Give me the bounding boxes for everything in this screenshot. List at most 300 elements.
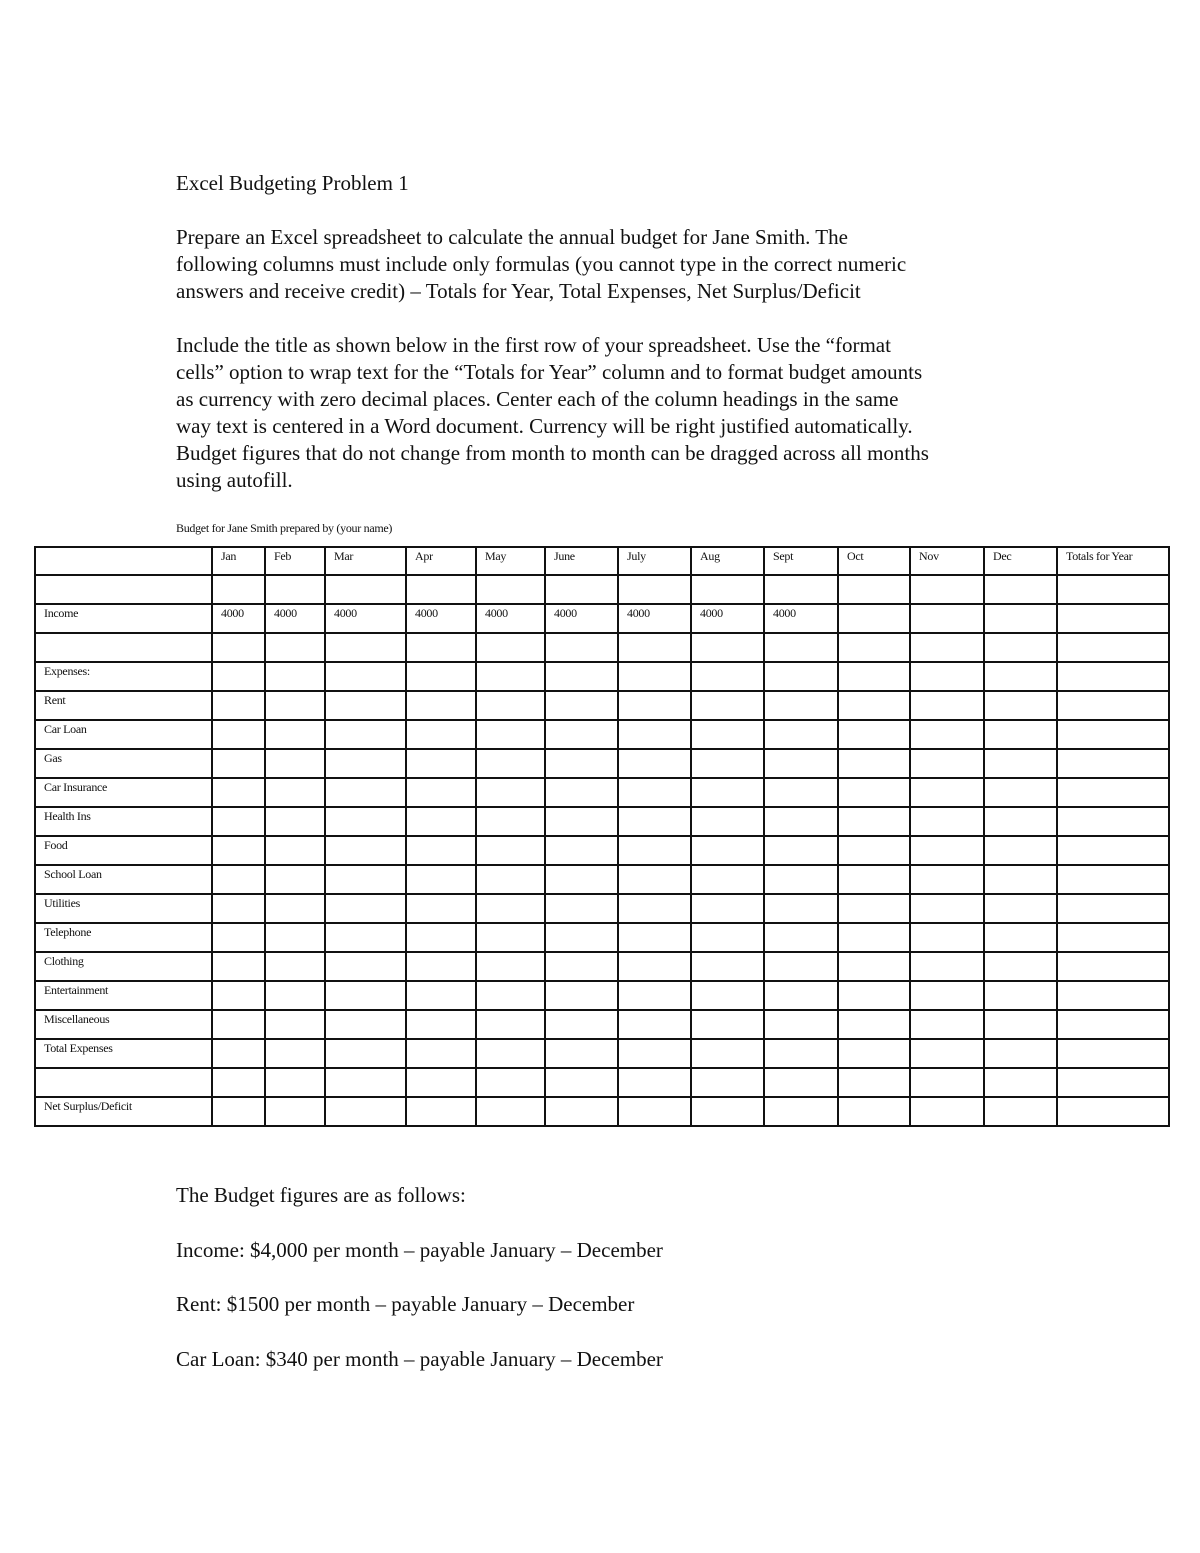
table-cell — [984, 1039, 1057, 1068]
table-cell — [691, 691, 764, 720]
row-label-cell: Miscellaneous — [35, 1010, 212, 1039]
table-cell — [1057, 865, 1169, 894]
table-cell — [618, 1039, 691, 1068]
table-cell — [618, 952, 691, 981]
table-cell — [476, 981, 545, 1010]
table-cell — [984, 633, 1057, 662]
table-cell: 4000 — [265, 604, 325, 633]
table-cell — [406, 778, 476, 807]
table-cell — [838, 981, 910, 1010]
table-cell — [406, 1010, 476, 1039]
table-cell — [212, 952, 265, 981]
row-label-cell: Income — [35, 604, 212, 633]
table-cell — [325, 575, 406, 604]
paragraph-line: as currency with zero decimal places. Center each of the column headings in the same — [176, 387, 899, 411]
table-cell — [1057, 720, 1169, 749]
table-cell — [691, 894, 764, 923]
table-cell — [618, 662, 691, 691]
table-cell — [691, 836, 764, 865]
table-cell — [618, 894, 691, 923]
table-row — [35, 1010, 1169, 1039]
table-cell — [984, 952, 1057, 981]
table-cell: 4000 — [618, 604, 691, 633]
budget-table — [34, 546, 1170, 1127]
table-cell — [325, 981, 406, 1010]
table-cell — [1057, 923, 1169, 952]
row-label-cell: Food — [35, 836, 212, 865]
table-cell — [212, 1068, 265, 1097]
table-cell — [984, 691, 1057, 720]
figure-income: Income: $4,000 per month – payable January – December — [176, 1237, 663, 1262]
table-cell — [910, 575, 984, 604]
table-cell — [545, 691, 618, 720]
table-cell — [764, 836, 838, 865]
table-cell — [838, 604, 910, 633]
table-cell — [984, 575, 1057, 604]
table-cell — [325, 923, 406, 952]
row-label-cell: Expenses: — [35, 662, 212, 691]
table-cell — [691, 778, 764, 807]
table-cell — [265, 807, 325, 836]
table-cell — [764, 749, 838, 778]
table-cell — [265, 778, 325, 807]
table-cell — [691, 952, 764, 981]
table-cell — [764, 720, 838, 749]
table-cell — [406, 575, 476, 604]
table-cell — [212, 575, 265, 604]
table-cell — [265, 865, 325, 894]
table-cell — [406, 807, 476, 836]
table-cell — [764, 981, 838, 1010]
table-cell — [910, 778, 984, 807]
row-label-cell: Clothing — [35, 952, 212, 981]
table-cell — [325, 633, 406, 662]
table-cell — [764, 778, 838, 807]
table-row — [35, 894, 1169, 923]
table-cell — [265, 1097, 325, 1126]
header-cell: Jan — [212, 547, 265, 575]
table-cell — [984, 923, 1057, 952]
table-cell — [838, 1068, 910, 1097]
table-cell — [910, 633, 984, 662]
table-cell — [325, 749, 406, 778]
table-cell — [476, 720, 545, 749]
table-cell — [691, 865, 764, 894]
table-cell — [265, 720, 325, 749]
table-cell — [838, 1097, 910, 1126]
table-cell — [910, 1097, 984, 1126]
table-cell — [764, 662, 838, 691]
table-cell — [265, 1010, 325, 1039]
paragraph-line: answers and receive credit) – Totals for Year, Total Expenses, Net Surplus/Deficit — [176, 279, 861, 303]
table-cell — [764, 575, 838, 604]
header-cell: Dec — [984, 547, 1057, 575]
table-cell — [910, 604, 984, 633]
table-cell — [406, 662, 476, 691]
table-cell — [476, 952, 545, 981]
table-cell — [910, 1068, 984, 1097]
header-cell: Oct — [838, 547, 910, 575]
header-cell: Sept — [764, 547, 838, 575]
table-cell — [212, 923, 265, 952]
table-row — [35, 604, 1169, 633]
table-cell — [325, 1097, 406, 1126]
table-cell — [545, 807, 618, 836]
table-cell — [910, 749, 984, 778]
table-cell — [212, 633, 265, 662]
figures-heading: The Budget figures are as follows: — [176, 1183, 466, 1207]
table-cell — [838, 633, 910, 662]
header-cell: Mar — [325, 547, 406, 575]
row-label-cell: Net Surplus/Deficit — [35, 1097, 212, 1126]
table-cell — [838, 836, 910, 865]
table-cell — [476, 1068, 545, 1097]
table-cell — [618, 720, 691, 749]
table-cell — [212, 807, 265, 836]
table-cell — [325, 807, 406, 836]
header-cell: May — [476, 547, 545, 575]
table-cell — [838, 952, 910, 981]
table-cell — [838, 691, 910, 720]
table-cell — [618, 749, 691, 778]
table-cell — [406, 865, 476, 894]
table-cell — [984, 981, 1057, 1010]
table-cell — [910, 981, 984, 1010]
instructions-paragraph-2 — [176, 332, 1036, 494]
table-cell — [406, 1097, 476, 1126]
table-row — [35, 575, 1169, 604]
table-cell — [764, 1010, 838, 1039]
table-row — [35, 633, 1169, 662]
table-cell — [984, 1068, 1057, 1097]
table-row — [35, 836, 1169, 865]
table-cell — [691, 1010, 764, 1039]
table-cell — [325, 865, 406, 894]
table-cell — [618, 633, 691, 662]
table-cell — [691, 749, 764, 778]
table-cell — [618, 1010, 691, 1039]
table-cell — [1057, 1097, 1169, 1126]
table-cell — [764, 691, 838, 720]
table-cell — [984, 865, 1057, 894]
table-cell — [545, 1010, 618, 1039]
table-cell — [325, 894, 406, 923]
table-cell — [545, 836, 618, 865]
table-cell — [1057, 778, 1169, 807]
table-cell — [476, 865, 545, 894]
table-cell — [265, 1039, 325, 1068]
table-cell — [476, 1039, 545, 1068]
table-cell — [545, 865, 618, 894]
table-cell — [265, 981, 325, 1010]
table-cell — [545, 633, 618, 662]
table-cell — [618, 981, 691, 1010]
table-cell — [265, 633, 325, 662]
row-label-cell: Car Insurance — [35, 778, 212, 807]
table-cell — [764, 1097, 838, 1126]
table-cell — [545, 1068, 618, 1097]
table-cell — [691, 1068, 764, 1097]
table-cell — [406, 952, 476, 981]
table-cell — [764, 865, 838, 894]
table-cell — [325, 1039, 406, 1068]
table-cell — [910, 691, 984, 720]
row-label-cell — [35, 575, 212, 604]
table-cell — [406, 1068, 476, 1097]
table-cell — [838, 1039, 910, 1068]
table-cell — [838, 720, 910, 749]
row-label-cell — [35, 633, 212, 662]
table-cell — [545, 1097, 618, 1126]
table-row — [35, 807, 1169, 836]
table-cell — [476, 691, 545, 720]
table-cell — [1057, 807, 1169, 836]
header-cell: June — [545, 547, 618, 575]
header-cell: July — [618, 547, 691, 575]
table-cell — [265, 952, 325, 981]
table-cell: 4000 — [691, 604, 764, 633]
instructions-paragraph-1 — [176, 224, 1036, 305]
table-cell — [406, 1039, 476, 1068]
table-cell — [691, 1039, 764, 1068]
row-label-cell: Car Loan — [35, 720, 212, 749]
table-cell — [545, 749, 618, 778]
table-cell — [476, 836, 545, 865]
table-cell — [212, 749, 265, 778]
table-cell — [476, 662, 545, 691]
table-cell — [212, 720, 265, 749]
table-cell — [1057, 662, 1169, 691]
paragraph-line: using autofill. — [176, 468, 293, 492]
table-cell — [910, 720, 984, 749]
table-cell: 4000 — [406, 604, 476, 633]
table-cell — [265, 575, 325, 604]
header-cell-label — [35, 547, 212, 575]
table-cell — [545, 662, 618, 691]
table-cell — [984, 894, 1057, 923]
budget-figures — [176, 1182, 663, 1400]
table-cell — [265, 691, 325, 720]
table-cell — [1057, 952, 1169, 981]
table-row — [35, 662, 1169, 691]
table-row — [35, 1039, 1169, 1068]
table-cell — [325, 952, 406, 981]
table-cell — [1057, 633, 1169, 662]
table-cell — [212, 894, 265, 923]
table-cell — [545, 1039, 618, 1068]
table-cell — [691, 633, 764, 662]
table-cell — [618, 865, 691, 894]
table-cell — [618, 1068, 691, 1097]
row-label-cell: Telephone — [35, 923, 212, 952]
table-cell — [910, 1010, 984, 1039]
table-cell — [265, 836, 325, 865]
table-row — [35, 981, 1169, 1010]
table-row — [35, 923, 1169, 952]
table-row — [35, 1097, 1169, 1126]
table-cell — [910, 865, 984, 894]
table-cell — [618, 575, 691, 604]
table-row — [35, 720, 1169, 749]
table-cell — [406, 836, 476, 865]
table-cell — [265, 894, 325, 923]
table-cell — [618, 807, 691, 836]
header-cell: Totals for Year — [1057, 547, 1169, 575]
table-cell — [325, 836, 406, 865]
table-cell — [265, 1068, 325, 1097]
table-cell — [838, 807, 910, 836]
table-cell — [476, 749, 545, 778]
table-cell — [212, 1039, 265, 1068]
table-cell — [910, 923, 984, 952]
table-cell — [406, 981, 476, 1010]
table-cell — [476, 575, 545, 604]
table-row — [35, 749, 1169, 778]
table-cell — [838, 662, 910, 691]
table-cell — [212, 778, 265, 807]
table-cell — [476, 778, 545, 807]
row-label-cell: School Loan — [35, 865, 212, 894]
row-label-cell: Health Ins — [35, 807, 212, 836]
table-cell — [212, 836, 265, 865]
table-header-row — [35, 547, 1169, 575]
table-cell — [838, 778, 910, 807]
table-cell — [618, 691, 691, 720]
table-cell — [406, 720, 476, 749]
table-cell — [764, 1039, 838, 1068]
table-cell — [406, 633, 476, 662]
table-row — [35, 865, 1169, 894]
table-cell — [212, 662, 265, 691]
table-cell — [618, 923, 691, 952]
table-cell — [325, 1010, 406, 1039]
table-cell — [618, 778, 691, 807]
table-cell: 4000 — [212, 604, 265, 633]
row-label-cell: Total Expenses — [35, 1039, 212, 1068]
table-cell — [984, 1097, 1057, 1126]
table-cell — [838, 575, 910, 604]
table-cell — [545, 923, 618, 952]
table-cell — [1057, 575, 1169, 604]
table-cell — [1057, 604, 1169, 633]
table-cell — [984, 836, 1057, 865]
table-cell — [1057, 691, 1169, 720]
table-cell — [1057, 981, 1169, 1010]
table-cell — [838, 865, 910, 894]
table-cell — [325, 778, 406, 807]
table-cell — [691, 575, 764, 604]
table-cell — [265, 749, 325, 778]
paragraph-line: way text is centered in a Word document. Currency will be right justified automatically. — [176, 414, 913, 438]
table-cell: 4000 — [545, 604, 618, 633]
header-cell: Feb — [265, 547, 325, 575]
table-cell — [984, 662, 1057, 691]
table-cell — [406, 923, 476, 952]
table-cell — [618, 1097, 691, 1126]
table-cell — [984, 720, 1057, 749]
table-cell — [764, 807, 838, 836]
table-cell — [910, 836, 984, 865]
table-cell — [212, 865, 265, 894]
table-cell — [1057, 836, 1169, 865]
table-cell — [910, 1039, 984, 1068]
table-cell — [1057, 1068, 1169, 1097]
table-cell — [545, 952, 618, 981]
table-cell — [910, 662, 984, 691]
table-cell — [476, 1010, 545, 1039]
table-cell — [476, 894, 545, 923]
row-label-cell: Entertainment — [35, 981, 212, 1010]
document-title: Excel Budgeting Problem 1 — [176, 171, 409, 195]
table-cell — [325, 691, 406, 720]
row-label-cell: Utilities — [35, 894, 212, 923]
table-cell — [764, 952, 838, 981]
header-cell: Nov — [910, 547, 984, 575]
table-cell — [1057, 1010, 1169, 1039]
table-cell — [984, 778, 1057, 807]
table-cell — [545, 894, 618, 923]
table-cell — [406, 749, 476, 778]
table-cell — [691, 662, 764, 691]
table-cell — [984, 807, 1057, 836]
table-cell — [838, 749, 910, 778]
table-cell — [838, 923, 910, 952]
table-cell — [910, 952, 984, 981]
table-cell — [984, 749, 1057, 778]
row-label-cell — [35, 1068, 212, 1097]
table-cell — [1057, 1039, 1169, 1068]
table-cell — [910, 807, 984, 836]
table-caption: Budget for Jane Smith prepared by (your name) — [176, 521, 393, 535]
table-cell — [838, 1010, 910, 1039]
table-cell — [764, 1068, 838, 1097]
table-row — [35, 1068, 1169, 1097]
table-cell — [618, 836, 691, 865]
table-cell — [325, 1068, 406, 1097]
table-cell — [476, 807, 545, 836]
header-cell: Aug — [691, 547, 764, 575]
table-cell — [406, 894, 476, 923]
paragraph-line: Include the title as shown below in the first row of your spreadsheet. Use the “format — [176, 333, 891, 357]
table-cell: 4000 — [764, 604, 838, 633]
table-cell — [212, 1097, 265, 1126]
table-cell — [325, 720, 406, 749]
table-cell — [212, 691, 265, 720]
table-cell — [406, 691, 476, 720]
table-cell — [691, 807, 764, 836]
table-cell — [545, 575, 618, 604]
table-cell — [265, 662, 325, 691]
table-cell — [212, 981, 265, 1010]
table-cell — [476, 1097, 545, 1126]
table-cell — [545, 778, 618, 807]
table-cell — [984, 604, 1057, 633]
table-cell — [325, 662, 406, 691]
table-cell — [691, 981, 764, 1010]
table-cell — [1057, 749, 1169, 778]
table-row — [35, 691, 1169, 720]
table-cell: 4000 — [325, 604, 406, 633]
paragraph-line: Prepare an Excel spreadsheet to calculate the annual budget for Jane Smith. The — [176, 225, 848, 249]
table-cell — [984, 1010, 1057, 1039]
row-label-cell: Rent — [35, 691, 212, 720]
table-cell — [265, 923, 325, 952]
table-cell — [691, 720, 764, 749]
table-row — [35, 952, 1169, 981]
table-cell — [691, 1097, 764, 1126]
table-cell — [910, 894, 984, 923]
paragraph-line: cells” option to wrap text for the “Totals for Year” column and to format budget amounts — [176, 360, 923, 384]
